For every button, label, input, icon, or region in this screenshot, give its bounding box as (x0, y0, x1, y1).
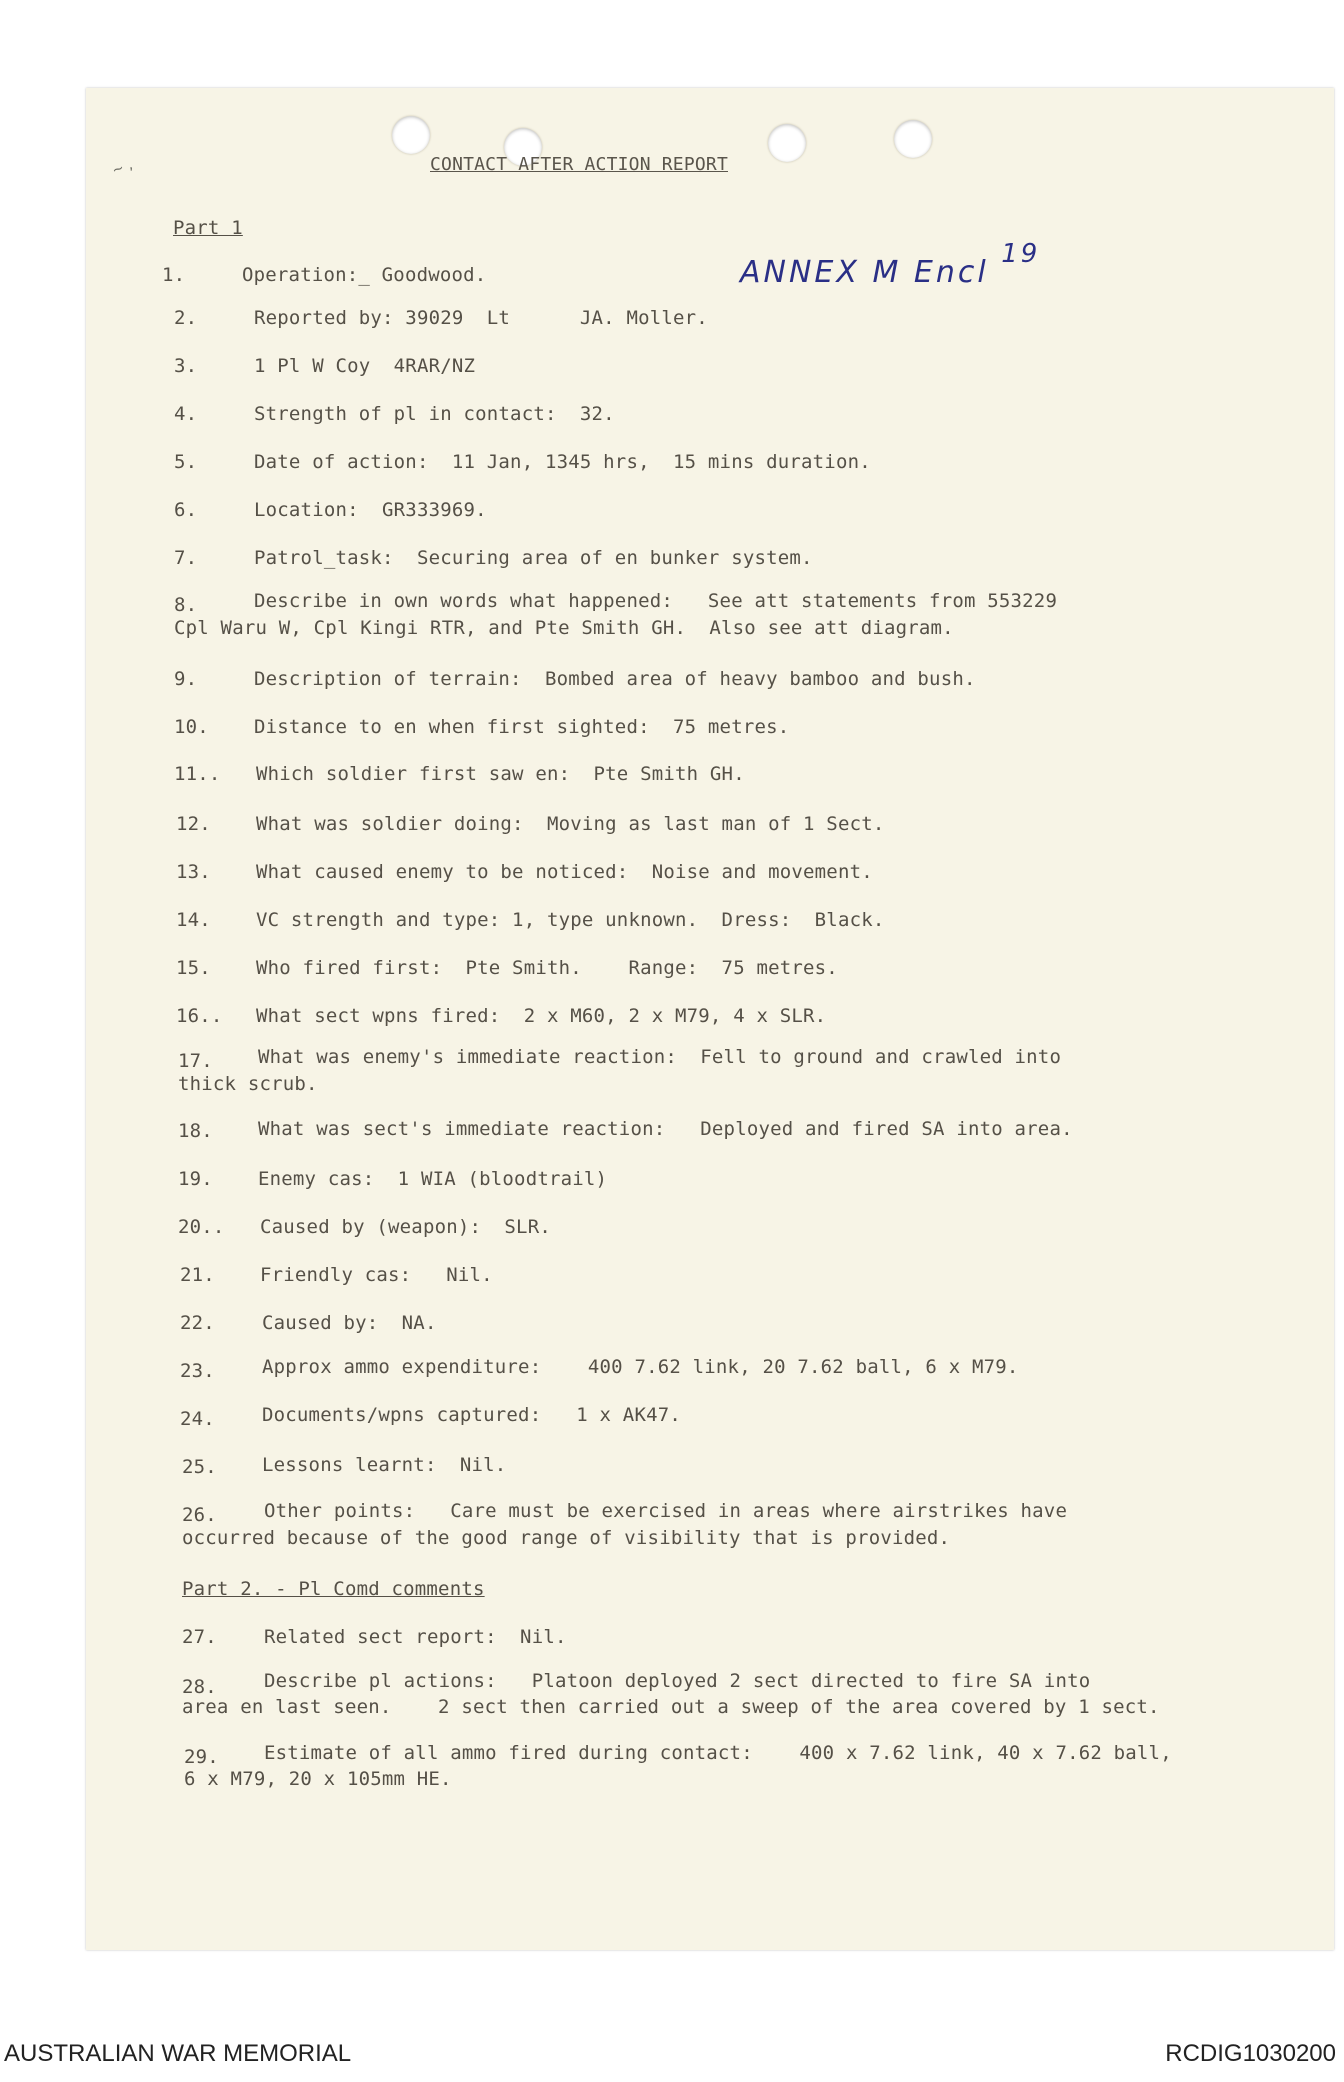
item-text: Enemy cas: 1 WIA (bloodtrail) (258, 1168, 608, 1190)
part1-heading: Part 1 (173, 217, 243, 239)
item-number: 15. (176, 957, 211, 979)
item-text-cont: thick scrub. (178, 1073, 318, 1095)
item-number: 27. (182, 1626, 217, 1648)
item-text: Which soldier first saw en: Pte Smith GH. (256, 763, 745, 785)
item-text: Lessons learnt: Nil. (262, 1454, 507, 1476)
item-number: 6. (174, 499, 198, 521)
item-text: Related sect report: Nil. (264, 1626, 567, 1648)
item-text: Operation:_ Goodwood. (242, 264, 487, 286)
item-number: 28. (182, 1676, 217, 1698)
report-title: CONTACT AFTER ACTION REPORT (430, 154, 728, 175)
item-number: 9. (174, 668, 198, 690)
item-text: What sect wpns fired: 2 x M60, 2 x M79, 4 x SLR. (256, 1005, 827, 1027)
item-text: Who fired first: Pte Smith. Range: 75 metres. (256, 957, 838, 979)
item-text: Date of action: 11 Jan, 1345 hrs, 15 mins duration. (254, 451, 871, 473)
item-text-cont: Cpl Waru W, Cpl Kingi RTR, and Pte Smith GH. Also see att diagram. (174, 617, 954, 639)
punch-hole-4 (894, 120, 932, 158)
item-number: 16.. (176, 1005, 223, 1027)
item-number: 10. (174, 716, 209, 738)
annex-handwritten-note (740, 239, 1041, 290)
item-number: 7. (174, 547, 198, 569)
item-text: Friendly cas: Nil. (260, 1264, 493, 1286)
item-number: 20.. (178, 1216, 225, 1238)
item-number: 26. (182, 1504, 217, 1526)
item-number: 1. (162, 264, 186, 286)
pencil-mark: ~ , (109, 156, 135, 180)
annex-number: 19 (1001, 239, 1041, 269)
item-number: 24. (180, 1408, 215, 1430)
item-text: What was sect's immediate reaction: Deployed and fired SA into area. (258, 1118, 1073, 1140)
item-number: 21. (180, 1264, 215, 1286)
item-text: Estimate of all ammo fired during contact: 400 x 7.62 link, 40 x 7.62 ball, (264, 1742, 1172, 1764)
item-text: What caused enemy to be noticed: Noise and movement. (256, 861, 873, 883)
item-text: What was soldier doing: Moving as last man of 1 Sect. (256, 813, 885, 835)
item-text: Approx ammo expenditure: 400 7.62 link, 20 7.62 ball, 6 x M79. (262, 1356, 1019, 1378)
item-number: 8. (174, 594, 198, 616)
item-text: What was enemy's immediate reaction: Fell to ground and crawled into (258, 1046, 1062, 1068)
item-text-cont: 6 x M79, 20 x 105mm HE. (184, 1768, 452, 1790)
item-text: Strength of pl in contact: 32. (254, 403, 615, 425)
item-number: 3. (174, 355, 198, 377)
item-text: Patrol_task: Securing area of en bunker system. (254, 547, 813, 569)
footer-left: AUSTRALIAN WAR MEMORIAL (4, 2040, 352, 2067)
part2-heading: Part 2. - Pl Comd comments (182, 1578, 485, 1600)
item-number: 4. (174, 403, 198, 425)
item-text: Caused by: NA. (262, 1312, 437, 1334)
annex-text: ANNEX M Encl (740, 255, 989, 290)
item-text: 1 Pl W Coy 4RAR/NZ (254, 355, 476, 377)
item-text-cont: occurred because of the good range of visibility that is provided. (182, 1527, 951, 1549)
item-number: 22. (180, 1312, 215, 1334)
item-number: 14. (176, 909, 211, 931)
item-number: 5. (174, 451, 198, 473)
item-text: Describe pl actions: Platoon deployed 2 sect directed to fire SA into (264, 1670, 1091, 1692)
item-number: 12. (176, 813, 211, 835)
item-text: Describe in own words what happened: See att statements from 553229 (254, 590, 1058, 612)
item-number: 18. (178, 1120, 213, 1142)
item-text: Caused by (weapon): SLR. (260, 1216, 551, 1238)
item-number: 2. (174, 307, 198, 329)
item-text: Distance to en when first sighted: 75 metres. (254, 716, 790, 738)
item-text: VC strength and type: 1, type unknown. Dress: Black. (256, 909, 885, 931)
item-text: Location: GR333969. (254, 499, 487, 521)
item-number: 17. (178, 1050, 213, 1072)
item-number: 11.. (174, 763, 221, 785)
item-text: Description of terrain: Bombed area of heavy bamboo and bush. (254, 668, 976, 690)
item-number: 25. (182, 1456, 217, 1478)
footer-right: RCDIG1030200 (1165, 2040, 1336, 2067)
item-text: Reported by: 39029 Lt JA. Moller. (254, 307, 708, 329)
punch-hole-3 (768, 124, 806, 162)
punch-hole-1 (392, 116, 430, 154)
item-number: 23. (180, 1360, 215, 1382)
item-number: 19. (178, 1168, 213, 1190)
item-number: 13. (176, 861, 211, 883)
item-number: 29. (184, 1746, 219, 1768)
item-text-cont: area en last seen. 2 sect then carried out a sweep of the area covered by 1 sect. (182, 1696, 1160, 1718)
item-text: Other points: Care must be exercised in areas where airstrikes have (264, 1500, 1068, 1522)
item-text: Documents/wpns captured: 1 x AK47. (262, 1404, 682, 1426)
